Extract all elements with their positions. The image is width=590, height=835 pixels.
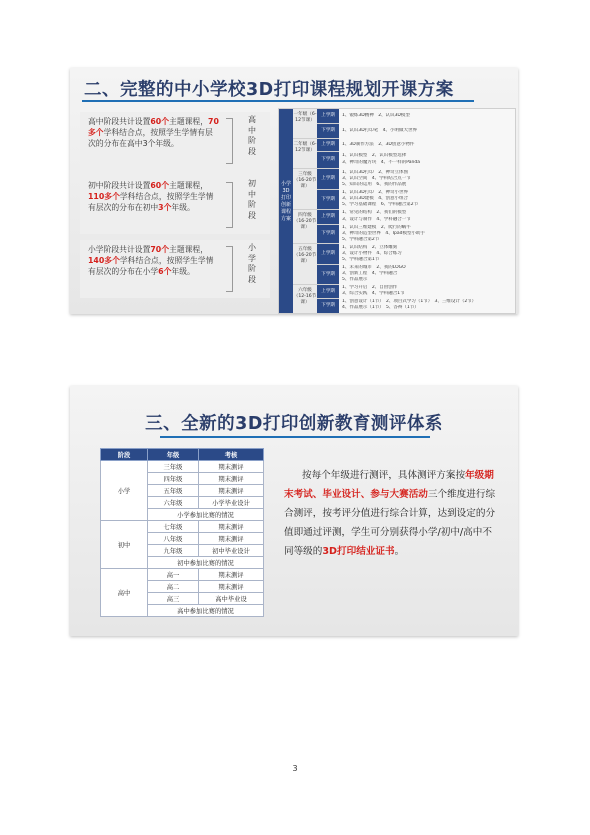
grade-label: 三年级（16-20节课）	[293, 172, 317, 189]
stage-cell: 小学	[101, 461, 148, 521]
term-lesson: 1、学习开启 2、自由创作	[342, 285, 398, 290]
stage-tag: 小学阶段	[248, 243, 256, 284]
text: 小学阶段共计设置	[88, 245, 151, 254]
column-header: 年级	[148, 449, 199, 461]
term-lesson: 3、认识3D建模 4、创意小组合	[342, 196, 409, 201]
term-label: 下学期	[321, 303, 335, 308]
term-lesson: 1、常见的结构 2、我们的模型	[342, 210, 407, 215]
grade-cell: 三年级	[148, 461, 199, 473]
grade-label: 五年级（16-20节课）	[293, 247, 317, 264]
table-row	[101, 569, 264, 581]
grade-cell: 四年级	[148, 473, 199, 485]
grade-label: 四年级（16-20节课）	[293, 213, 317, 230]
grade-cell: 八年级	[148, 533, 199, 545]
table-row	[101, 521, 264, 533]
term-lesson: 5、知识的运用 6、我的作品展	[342, 182, 407, 187]
stage-tag: 初中阶段	[248, 179, 256, 220]
grade-label: 六年级（12-16节课）	[293, 288, 317, 305]
term-label: 上学期	[321, 288, 335, 294]
text: 主题课程，	[169, 117, 209, 126]
text: 主题课程，	[169, 181, 209, 190]
text: 。	[394, 546, 405, 557]
term-label: 下学期	[321, 196, 335, 202]
grade-cell: 六年级	[148, 497, 199, 509]
highlight: 3个	[158, 203, 172, 212]
term-cell	[317, 265, 339, 285]
competition-note: 初中参加比赛的情况	[148, 557, 264, 569]
term-label: 下学期	[321, 128, 335, 133]
term-label: 上学期	[321, 251, 335, 256]
table-header-row	[101, 449, 264, 461]
grade-cell	[293, 169, 317, 210]
grade-cell: 高二	[148, 581, 199, 593]
text: 初中阶段共计设置	[88, 181, 151, 190]
stage-description	[88, 180, 220, 213]
stage-tag: 高中阶段	[248, 115, 256, 156]
assessment-cell: 期末测评	[199, 521, 264, 533]
evaluation-table	[100, 448, 264, 617]
course-table	[278, 108, 516, 314]
text: 按每个年级进行测评，具体测评方案按	[302, 470, 466, 481]
stage-cell: 高中	[101, 569, 148, 617]
grade-cell	[293, 244, 317, 285]
slide-title: 二、完整的中小学校3D打印课程规划开课方案	[84, 80, 454, 100]
highlight: 70个	[150, 245, 170, 254]
assessment-cell: 期末测评	[199, 581, 264, 593]
term-label: 下学期	[321, 157, 335, 162]
term-cell	[317, 190, 339, 210]
side-label-text: 小学3D打印创新课程方案	[280, 181, 291, 222]
term-label: 上学期	[321, 176, 335, 181]
course-table-side-label	[279, 109, 293, 313]
term-lesson: 3、神奇的魔方块 4、不一样的Panda	[342, 160, 420, 165]
grade-cell	[293, 109, 317, 139]
term-lesson: 1、创意设计（1节） 2、项目式学习（1节） 3、三维设计（2节）	[342, 299, 477, 304]
stage-description	[88, 244, 220, 277]
term-label: 上学期	[321, 142, 335, 147]
brace	[226, 118, 233, 164]
term-cell	[317, 210, 339, 225]
term-label: 下学期	[321, 271, 335, 277]
term-label: 下学期	[321, 231, 335, 236]
competition-note: 小学参加比赛的情况	[148, 509, 264, 521]
highlight: 60个	[150, 181, 170, 190]
assessment-cell: 初中毕业设计	[199, 545, 264, 557]
term-cell	[317, 109, 339, 124]
text: 三个维度进行综合测评，按考评分值进行综合计算，达到设定的分值即通过评测，学生可分别获得小学/初中/高中不同等级的	[284, 489, 496, 557]
term-lesson: 3、创新工程 4、学科融合	[342, 271, 398, 276]
term-cell	[317, 299, 339, 313]
text: 学科结合点，按照学生学情有层次的分布在小学	[88, 256, 214, 276]
term-lesson: 5、作品展示	[342, 277, 368, 282]
text: 学科结合点，按照学生学情有层次的分布在高中3个年级。	[88, 128, 213, 148]
text: 学科结合点，按照学生学情有层次的分布在初中	[88, 192, 214, 212]
assessment-cell: 高中毕业设	[199, 593, 264, 605]
highlight: 70多个	[88, 117, 219, 137]
term-lesson: 1、3D制作方法 2、3D创意小物件	[342, 142, 415, 147]
term-cell	[317, 285, 339, 299]
slide-title: 三、全新的3D打印创新教育测评体系	[145, 414, 443, 434]
brace	[226, 246, 233, 292]
assessment-cell: 期末测评	[199, 569, 264, 581]
competition-note: 高中参加比赛的情况	[148, 605, 264, 617]
evaluation-description	[284, 466, 496, 561]
term-lesson: 3、神奇的造型世界 4、Ipad模型小助手	[342, 231, 426, 236]
stage-block-middle	[80, 176, 270, 234]
evaluation-slide	[70, 386, 518, 636]
term-lesson: 4、作品展示（1节） 5、答辩（1节）	[342, 305, 419, 310]
title-underline	[82, 100, 474, 102]
term-label: 上学期	[321, 113, 335, 118]
term-lesson: 1、认识3D打印 2、神奇小世界	[342, 190, 409, 195]
term-lesson: 3、认识空间 4、学科结合点一节	[342, 176, 411, 181]
course-plan-slide	[70, 68, 518, 314]
highlight: 3D打印结业证书	[322, 546, 395, 557]
grade-cell	[293, 210, 317, 244]
term-lesson: 1、认识3D打印 2、神奇立体图	[342, 170, 409, 175]
table-row	[101, 461, 264, 473]
grade-cell: 高一	[148, 569, 199, 581]
highlight: 年级期末考试、毕业设计、参与大赛活动	[284, 470, 494, 500]
grade-cell: 九年级	[148, 545, 199, 557]
grade-cell: 七年级	[148, 521, 199, 533]
highlight: 140多个	[88, 256, 120, 265]
term-cell	[317, 124, 339, 139]
term-cell	[317, 169, 339, 190]
text: 年级。	[171, 203, 195, 212]
term-lesson: 1、认识3D打印笔 4、小明做大世界	[342, 128, 418, 133]
stage-block-high	[80, 112, 270, 170]
highlight: 60个	[150, 117, 170, 126]
text: 高中阶段共计设置	[88, 117, 151, 126]
page-number: 3	[292, 764, 298, 773]
title-underline	[160, 436, 430, 438]
grade-cell	[293, 139, 317, 169]
column-header: 阶段	[101, 449, 148, 461]
term-lesson: 3、设计与制作 4、学科融合一节	[342, 217, 411, 222]
grade-cell: 高三	[148, 593, 199, 605]
stage-block-primary	[80, 240, 270, 298]
assessment-cell: 期末测评	[199, 485, 264, 497]
stage-description	[88, 116, 220, 149]
term-lesson: 5、学科融合第1节	[342, 257, 380, 262]
stage-cell: 初中	[101, 521, 148, 569]
text: 年级。	[171, 267, 195, 276]
assessment-cell: 期末测评	[199, 473, 264, 485]
term-lesson: 3、设计小物件 4、综合练习	[342, 251, 402, 256]
term-lesson: 1、认识结构 2、立体雕刻	[342, 245, 398, 250]
highlight: 110多个	[88, 192, 120, 201]
term-lesson: 5、学习基础课程 6、学科融合第2节	[342, 202, 419, 207]
assessment-cell: 期末测评	[199, 461, 264, 473]
column-header: 考核	[199, 449, 264, 461]
term-cell	[317, 139, 339, 152]
term-lesson: 5、学科融合第2节	[342, 237, 380, 242]
text: 主题课程，	[169, 245, 209, 254]
term-cell	[317, 225, 339, 244]
grade-label: 二年级（6-12节课）	[293, 142, 317, 153]
assessment-cell: 小学毕业设计	[199, 497, 264, 509]
brace	[226, 182, 233, 228]
term-cell	[317, 244, 339, 265]
grade-cell: 五年级	[148, 485, 199, 497]
term-lesson: 1、锻炼3D精神 2、认识3D模型	[342, 113, 410, 118]
assessment-cell: 期末测评	[199, 533, 264, 545]
term-cell	[317, 152, 339, 169]
term-lesson: 1、认识模型 2、认识模型选择	[342, 153, 407, 158]
highlight: 6个	[158, 267, 172, 276]
term-lesson: 1、认识三维建模 2、爬行的蜗牛	[342, 225, 411, 230]
term-label: 上学期	[321, 214, 335, 219]
term-lesson: 3、综合实践 4、学科融合1节	[342, 291, 405, 296]
term-lesson: 1、未来的城市 2、我的LOGO	[342, 265, 406, 270]
grade-label: 一年级（6-12节课）	[293, 112, 317, 123]
grade-cell	[293, 285, 317, 313]
